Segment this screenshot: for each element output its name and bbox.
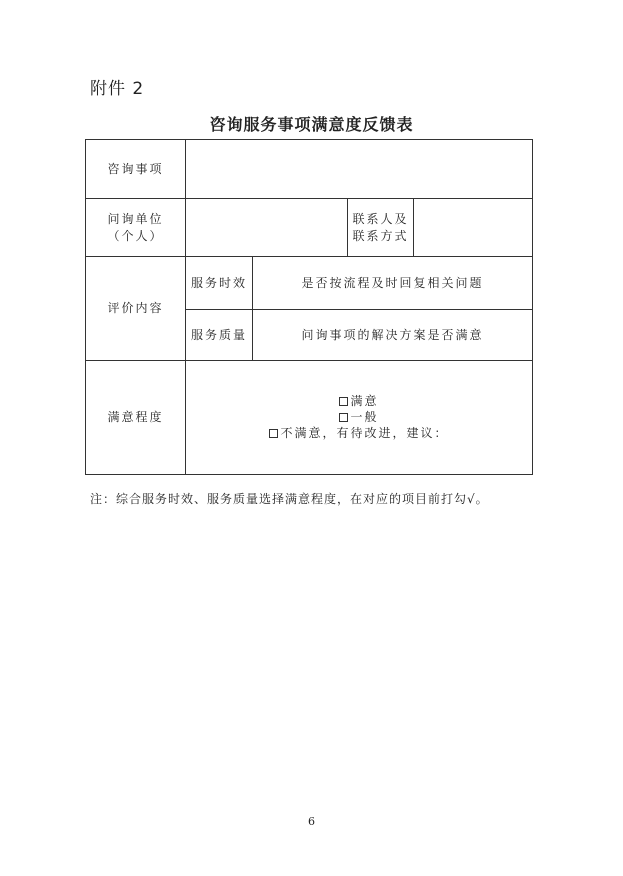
checkbox-icon[interactable]	[339, 413, 348, 422]
contact-label-line2: 联系方式	[352, 228, 409, 243]
checkbox-icon[interactable]	[339, 397, 348, 406]
contact-label-line1: 联系人及	[352, 211, 409, 226]
evaluation-label: 评价内容	[107, 301, 164, 315]
inquiry-unit-field[interactable]	[186, 199, 347, 256]
option-average[interactable]	[339, 410, 378, 426]
option-unsatisfied-label: 不满意，有待改进，建议：	[280, 426, 449, 440]
checkbox-icon[interactable]	[269, 429, 278, 438]
contact-label	[348, 199, 413, 256]
option-satisfied-label: 满意	[350, 394, 379, 408]
inquiry-unit-label	[86, 199, 185, 256]
satisfaction-options	[186, 361, 532, 474]
inquiry-unit-label-line1: 问询单位	[107, 211, 164, 226]
option-satisfied[interactable]	[339, 394, 378, 410]
inquiry-unit-label-line2: （个人）	[107, 228, 164, 243]
quality-criterion: 问询事项的解决方案是否满意	[301, 327, 484, 342]
page-number: 6	[308, 815, 315, 828]
timeliness-criterion: 是否按流程及时回复相关问题	[301, 275, 484, 290]
timeliness-label: 服务时效	[190, 275, 247, 290]
satisfaction-label: 满意程度	[107, 410, 164, 424]
contact-field[interactable]	[414, 199, 532, 256]
form-title: 咨询服务事项满意度反馈表	[209, 115, 414, 134]
quality-label: 服务质量	[190, 327, 247, 342]
option-average-label: 一般	[350, 410, 379, 424]
footnote: 注：综合服务时效、服务质量选择满意程度，在对应的项目前打勾√。	[90, 492, 489, 506]
feedback-form-table	[85, 139, 533, 475]
annex-label: 附件 2	[90, 79, 145, 99]
consult-item-label: 咨询事项	[107, 161, 164, 176]
consult-item-field[interactable]	[186, 140, 532, 198]
option-unsatisfied[interactable]	[269, 426, 448, 442]
